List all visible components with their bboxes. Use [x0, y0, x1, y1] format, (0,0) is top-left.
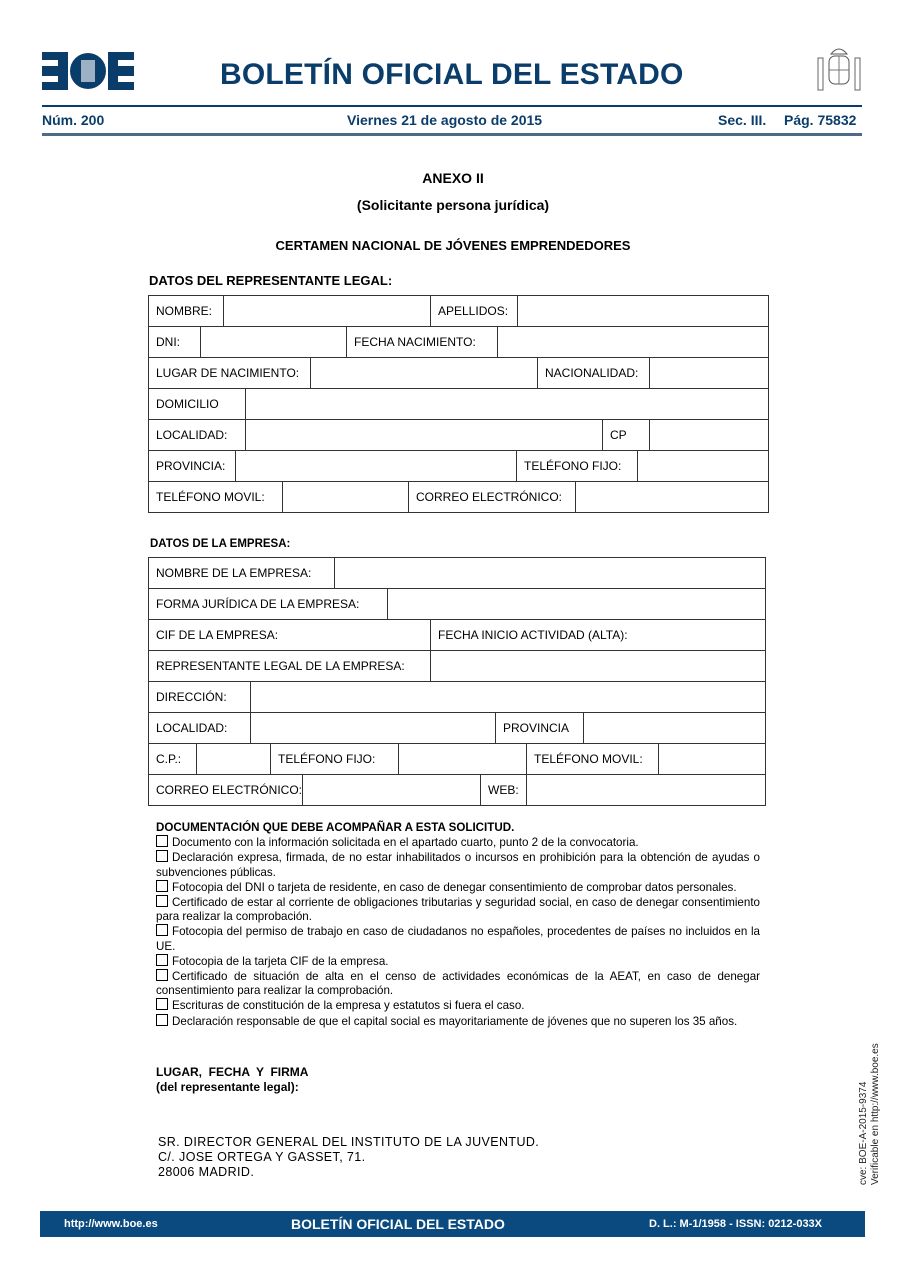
bulletin-title: BOLETÍN OFICIAL DEL ESTADO — [220, 58, 684, 91]
contest-title: CERTAMEN NACIONAL DE JÓVENES EMPRENDEDORES — [275, 238, 631, 253]
fecha-nacimiento-field[interactable] — [498, 327, 769, 357]
doc-item: Escrituras de constitución de la empresa y estatutos si fuera el caso. — [156, 998, 760, 1013]
empresa-nombre-field[interactable] — [335, 558, 766, 588]
label: FECHA NACIMIENTO: — [347, 327, 498, 357]
label: CP — [603, 420, 650, 450]
signature-sublabel: (del representante legal): — [156, 1080, 299, 1094]
fecha-inicio-field[interactable]: FECHA INICIO ACTIVIDAD (ALTA): — [431, 620, 766, 650]
section: Sec. III. — [718, 112, 767, 128]
label: CORREO ELECTRÓNICO: — [149, 775, 303, 805]
documentation-list — [156, 821, 760, 1029]
address-line: C/. JOSE ORTEGA Y GASSET, 71. — [158, 1150, 366, 1164]
address-line: 28006 MADRID. — [158, 1165, 255, 1179]
checkbox[interactable] — [156, 998, 168, 1010]
empresa-cp-field[interactable] — [197, 744, 271, 774]
telefono-fijo-field[interactable] — [638, 451, 769, 481]
doc-item: Certificado de estar al corriente de obligaciones tributarias y seguridad social, en caso de denegar consentimiento para realizar la comprobación. — [156, 896, 760, 924]
empresa-telefono-fijo-field[interactable] — [399, 744, 527, 774]
verify-link[interactable]: Verificable en http://www.boe.es — [870, 1043, 881, 1185]
web-field[interactable] — [527, 775, 766, 805]
header-rule — [42, 105, 862, 107]
provincia-field[interactable] — [236, 451, 517, 481]
label: APELLIDOS: — [431, 296, 518, 326]
boe-logo — [42, 52, 134, 90]
issue-number: Núm. 200 — [42, 112, 105, 128]
label: PROVINCIA: — [149, 451, 236, 481]
page-number: Pág. 75832 — [784, 112, 857, 128]
label: PROVINCIA — [496, 713, 584, 743]
telefono-movil-field[interactable] — [283, 482, 409, 512]
lugar-nacimiento-field[interactable] — [311, 358, 538, 388]
legal-rep-table — [148, 295, 769, 513]
empresa-correo-field[interactable] — [303, 775, 481, 805]
label: WEB: — [481, 775, 527, 805]
checkbox[interactable] — [156, 880, 168, 892]
nombre-field[interactable] — [224, 296, 431, 326]
footer-bar — [40, 1211, 865, 1237]
doc-item: Fotocopia de la tarjeta CIF de la empresa. — [156, 954, 760, 969]
label: TELÉFONO FIJO: — [517, 451, 638, 481]
doc-item: Documento con la información solicitada en el apartado cuarto, punto 2 de la convocatoria. — [156, 835, 760, 850]
nacionalidad-field[interactable] — [650, 358, 769, 388]
apellidos-field[interactable] — [518, 296, 769, 326]
company-heading: DATOS DE LA EMPRESA: — [150, 538, 291, 550]
doc-item: Certificado de situación de alta en el censo de actividades económicas de la AEAT, en caso de denegar consentimiento para realizar la comprobación. — [156, 970, 760, 998]
representante-field[interactable] — [431, 651, 766, 681]
empresa-telefono-movil-field[interactable] — [659, 744, 766, 774]
label: CORREO ELECTRÓNICO: — [409, 482, 576, 512]
annex-title: ANEXO II — [422, 170, 484, 186]
annex-subtitle: (Solicitante persona jurídica) — [356, 197, 550, 213]
checkbox[interactable] — [156, 969, 168, 981]
empresa-provincia-field[interactable] — [584, 713, 766, 743]
label: LOCALIDAD: — [149, 713, 251, 743]
dni-field[interactable] — [201, 327, 347, 357]
label: TELÉFONO MOVIL: — [527, 744, 659, 774]
signature-label: LUGAR, FECHA Y FIRMA — [156, 1065, 309, 1079]
header-rule — [42, 133, 862, 136]
label: C.P.: — [149, 744, 197, 774]
label: FORMA JURÍDICA DE LA EMPRESA: — [149, 589, 388, 619]
coat-of-arms-icon — [815, 44, 863, 96]
footer-legal: D. L.: M-1/1958 - ISSN: 0212-033X — [649, 1218, 823, 1230]
company-table — [148, 557, 766, 806]
checkbox[interactable] — [156, 850, 168, 862]
doc-item: Declaración responsable de que el capital social es mayoritariamente de jóvenes que no superen los 35 años. — [156, 1014, 760, 1029]
label: TELÉFONO FIJO: — [271, 744, 399, 774]
checkbox[interactable] — [156, 924, 168, 936]
checkbox[interactable] — [156, 1014, 168, 1026]
signature-block — [156, 1065, 308, 1095]
cif-field[interactable]: CIF DE LA EMPRESA: — [149, 620, 431, 650]
footer-url[interactable]: http://www.boe.es — [64, 1218, 158, 1230]
localidad-field[interactable] — [246, 420, 603, 450]
label: DNI: — [149, 327, 201, 357]
doc-item: Fotocopia del DNI o tarjeta de residente, en caso de denegar consentimiento de comprobar datos personales. — [156, 880, 760, 895]
label: REPRESENTANTE LEGAL DE LA EMPRESA: — [149, 651, 431, 681]
domicilio-field[interactable] — [246, 389, 769, 419]
label: TELÉFONO MOVIL: — [149, 482, 283, 512]
checkbox[interactable] — [156, 895, 168, 907]
verification-note — [858, 1025, 882, 1185]
empresa-localidad-field[interactable] — [251, 713, 496, 743]
label: DOMICILIO — [149, 389, 246, 419]
footer-title: BOLETÍN OFICIAL DEL ESTADO — [291, 1216, 505, 1232]
forma-juridica-field[interactable] — [388, 589, 766, 619]
issue-date: Viernes 21 de agosto de 2015 — [347, 112, 543, 128]
checkbox[interactable] — [156, 954, 168, 966]
recipient-address — [158, 1135, 539, 1180]
label: DIRECCIÓN: — [149, 682, 251, 712]
label: NOMBRE: — [149, 296, 224, 326]
cp-field[interactable] — [650, 420, 769, 450]
label: LUGAR DE NACIMIENTO: — [149, 358, 311, 388]
documentation-heading: DOCUMENTACIÓN QUE DEBE ACOMPAÑAR A ESTA SOLICITUD. — [156, 821, 515, 834]
legal-rep-heading: DATOS DEL REPRESENTANTE LEGAL: — [149, 273, 393, 288]
checkbox[interactable] — [156, 835, 168, 847]
label: LOCALIDAD: — [149, 420, 246, 450]
cve-code: cve: BOE-A-2015-9374 — [858, 1081, 869, 1185]
label: NACIONALIDAD: — [538, 358, 650, 388]
direccion-field[interactable] — [251, 682, 766, 712]
address-line: SR. DIRECTOR GENERAL DEL INSTITUTO DE LA JUVENTUD. — [158, 1135, 540, 1149]
doc-item: Fotocopia del permiso de trabajo en caso de ciudadanos no españoles, procedentes de países no incluidos en la UE. — [156, 925, 760, 953]
doc-item: Declaración expresa, firmada, de no estar inhabilitados o incursos en prohibición para la obtención de ayudas o subvenciones públicas. — [156, 851, 760, 879]
label: NOMBRE DE LA EMPRESA: — [149, 558, 335, 588]
correo-field[interactable] — [576, 482, 769, 512]
